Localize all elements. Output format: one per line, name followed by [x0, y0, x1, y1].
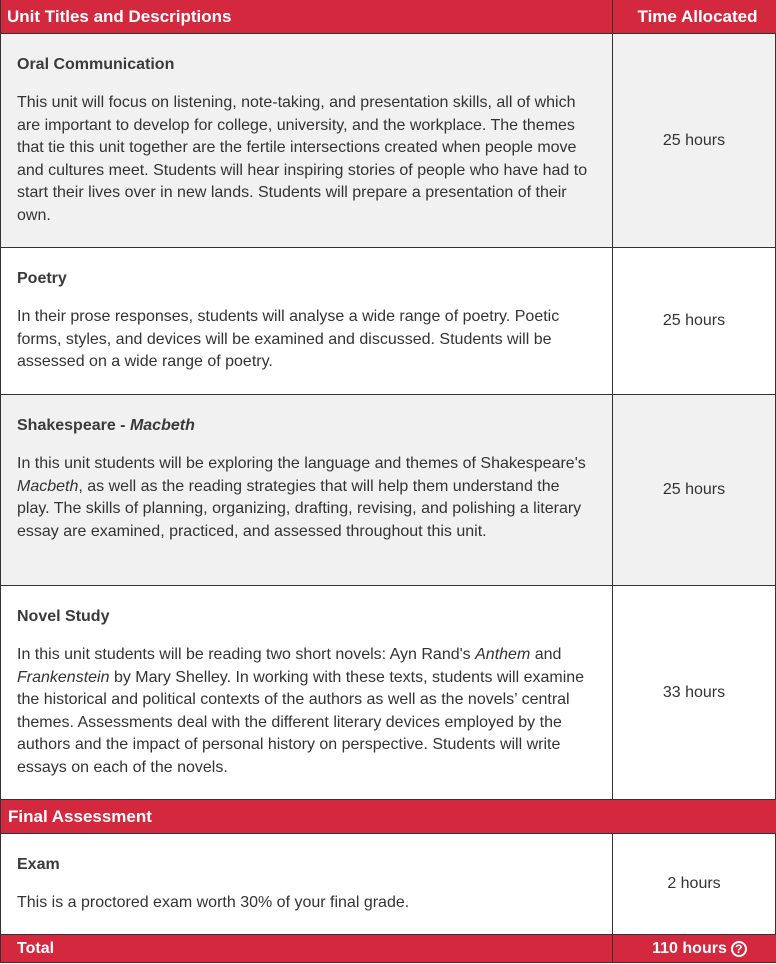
unit-description — [17, 644, 596, 779]
unit-cell — [1, 395, 613, 585]
unit-title: Poetry — [17, 270, 67, 287]
unit-description: This is a proctored exam worth 30% of your final grade. — [17, 894, 410, 911]
header-time-allocated: Time Allocated — [637, 6, 758, 26]
unit-row-shakespeare-macbeth — [1, 395, 776, 586]
final-assessment-header: Final Assessment — [1, 800, 776, 834]
unit-description — [17, 453, 596, 543]
desc-part-b: and — [530, 646, 562, 663]
desc-italic-frankenstein: Frankenstein — [17, 668, 110, 686]
unit-cell — [1, 834, 613, 934]
desc-part-b: , as well as the reading strategies that will help them understand the play. The skills of planning, organizing, drafting, revising, and polishing a literary essay are examined, practiced, and assessed throughout this unit. — [17, 477, 582, 540]
total-value: 110 hours — [652, 939, 727, 957]
total-label: Total — [1, 935, 613, 962]
table-header — [1, 0, 776, 34]
unit-row-poetry — [1, 248, 776, 395]
unit-description: This unit will focus on listening, note-taking, and presentation skills, all of which are important to develop for college, university, and the workplace. The themes that tie this unit together are the fertile intersections created when people move and cultures meet. Students will hear inspiring stories of people who have had to start their lives over in new lands. Students will prepare a presentation of their own. — [17, 94, 588, 224]
total-value-cell — [613, 940, 776, 958]
desc-part-a: In this unit students will be reading two short novels: Ayn Rand's — [17, 646, 476, 663]
unit-description: In their prose responses, students will analyse a wide range of poetry. Poetic forms, styles, and devices will be examined and discussed. Students will be assessed on a wide range of poetry. — [17, 308, 560, 370]
unit-row-exam — [1, 834, 776, 935]
unit-cell — [1, 34, 613, 247]
unit-row-novel-study — [1, 586, 776, 800]
desc-part-c: by Mary Shelley. In working with these texts, students will examine the historical and political contexts of the authors as well as the novels’ central themes. Assessments deal with the different literary devices employed by the authors and the impact of personal history on perspective. Students will write essays on each of the novels. — [17, 668, 585, 776]
unit-time: 25 hours — [662, 131, 726, 149]
unit-title-italic: Macbeth — [129, 417, 195, 434]
unit-time: 33 hours — [662, 683, 726, 701]
desc-italic-anthem: Anthem — [475, 646, 531, 663]
unit-title: Novel Study — [17, 608, 110, 625]
desc-italic: Macbeth — [17, 477, 79, 495]
unit-cell — [1, 586, 613, 799]
unit-time: 2 hours — [667, 875, 721, 892]
unit-time: 25 hours — [662, 481, 726, 498]
unit-title-prefix: Shakespeare - — [17, 417, 130, 434]
desc-part-a: In this unit students will be exploring the language and themes of Shakespeare's — [17, 455, 586, 472]
unit-title — [17, 416, 596, 436]
unit-cell — [1, 248, 613, 394]
unit-time: 25 hours — [662, 312, 726, 329]
unit-title: Oral Communication — [17, 56, 175, 73]
total-row — [1, 935, 776, 963]
header-unit-titles: Unit Titles and Descriptions — [1, 0, 613, 33]
unit-row-oral-communication — [1, 34, 776, 248]
question-circle-icon[interactable]: ? — [731, 941, 747, 957]
unit-title: Exam — [17, 856, 60, 873]
